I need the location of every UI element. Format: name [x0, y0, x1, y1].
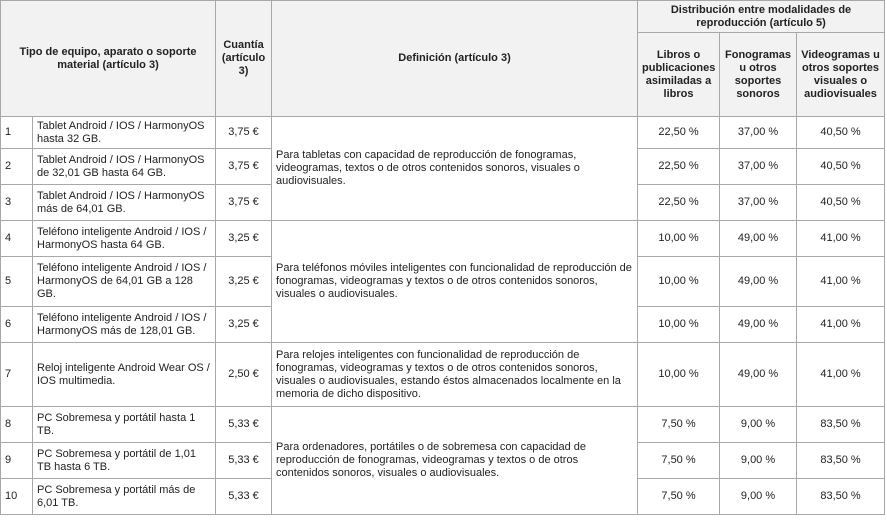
table-row — [1, 117, 885, 149]
row-tipo: Tablet Android / IOS / HarmonyOS de 32,01 GB hasta 64 GB. — [33, 149, 216, 185]
row-cuantia: 5,33 € — [216, 407, 272, 443]
row-number: 5 — [1, 257, 33, 307]
row-cuantia: 3,75 € — [216, 117, 272, 149]
row-tipo: Tablet Android / IOS / HarmonyOS hasta 32 GB. — [33, 117, 216, 149]
row-number: 2 — [1, 149, 33, 185]
table-row — [1, 343, 885, 407]
row-cuantia: 3,25 € — [216, 257, 272, 307]
row-libros: 22,50 % — [638, 185, 720, 221]
row-fonogramas: 49,00 % — [720, 257, 797, 307]
row-videogramas: 41,00 % — [797, 343, 885, 407]
row-videogramas: 83,50 % — [797, 407, 885, 443]
row-fonogramas: 37,00 % — [720, 185, 797, 221]
row-fonogramas: 9,00 % — [720, 407, 797, 443]
row-fonogramas: 49,00 % — [720, 343, 797, 407]
row-fonogramas: 49,00 % — [720, 307, 797, 343]
row-libros: 10,00 % — [638, 221, 720, 257]
row-cuantia: 3,25 € — [216, 307, 272, 343]
table-row — [1, 407, 885, 443]
row-tipo: Teléfono inteligente Android / IOS / HarmonyOS hasta 64 GB. — [33, 221, 216, 257]
row-fonogramas: 49,00 % — [720, 221, 797, 257]
row-tipo: PC Sobremesa y portátil hasta 1 TB. — [33, 407, 216, 443]
header-cuantia: Cuantía (artículo 3) — [216, 1, 272, 117]
row-libros: 10,00 % — [638, 343, 720, 407]
header-row — [1, 1, 885, 33]
header-definicion: Definición (artículo 3) — [272, 1, 638, 117]
row-videogramas: 40,50 % — [797, 185, 885, 221]
row-number: 6 — [1, 307, 33, 343]
row-tipo: Teléfono inteligente Android / IOS / HarmonyOS más de 128,01 GB. — [33, 307, 216, 343]
row-videogramas: 83,50 % — [797, 443, 885, 479]
row-fonogramas: 9,00 % — [720, 443, 797, 479]
table-row — [1, 221, 885, 257]
row-fonogramas: 9,00 % — [720, 479, 797, 515]
header-tipo: Tipo de equipo, aparato o soporte material (artículo 3) — [1, 1, 216, 117]
row-tipo: PC Sobremesa y portátil de 1,01 TB hasta 6 TB. — [33, 443, 216, 479]
row-fonogramas: 37,00 % — [720, 149, 797, 185]
row-videogramas: 40,50 % — [797, 117, 885, 149]
row-number: 9 — [1, 443, 33, 479]
row-libros: 7,50 % — [638, 407, 720, 443]
row-number: 10 — [1, 479, 33, 515]
row-cuantia: 5,33 € — [216, 479, 272, 515]
header-distribucion: Distribución entre modalidades de reproducción (artículo 5) — [638, 1, 885, 33]
row-number: 7 — [1, 343, 33, 407]
definition-tablets: Para tabletas con capacidad de reproducción de fonogramas, videogramas, textos o de otros contenidos sonoros, visuales o audiovisuales. — [272, 117, 638, 221]
row-tipo: Reloj inteligente Android Wear OS / IOS multimedia. — [33, 343, 216, 407]
header-libros: Libros o publicaciones asimiladas a libros — [638, 33, 720, 117]
row-tipo: Tablet Android / IOS / HarmonyOS más de 64,01 GB. — [33, 185, 216, 221]
row-videogramas: 41,00 % — [797, 221, 885, 257]
row-fonogramas: 37,00 % — [720, 117, 797, 149]
row-libros: 10,00 % — [638, 257, 720, 307]
definition-pcs: Para ordenadores, portátiles o de sobremesa con capacidad de reproducción de fonogramas, videogramas y textos o de otros contenidos sonoros, visuales o audiovisuales. — [272, 407, 638, 515]
row-libros: 7,50 % — [638, 479, 720, 515]
row-tipo: PC Sobremesa y portátil más de 6,01 TB. — [33, 479, 216, 515]
row-libros: 7,50 % — [638, 443, 720, 479]
header-videogramas: Videogramas u otros soportes visuales o audiovisuales — [797, 33, 885, 117]
row-number: 8 — [1, 407, 33, 443]
row-videogramas: 40,50 % — [797, 149, 885, 185]
row-cuantia: 2,50 € — [216, 343, 272, 407]
row-libros: 22,50 % — [638, 117, 720, 149]
row-number: 4 — [1, 221, 33, 257]
row-libros: 10,00 % — [638, 307, 720, 343]
row-videogramas: 41,00 % — [797, 257, 885, 307]
definition-watches: Para relojes inteligentes con funcionalidad de reproducción de fonogramas, videogramas y textos o de otros contenidos sonoros, visuales o audiovisuales, estando éstos almacenados localmente en la memoria de dicho dispositivo. — [272, 343, 638, 407]
row-tipo: Teléfono inteligente Android / IOS / HarmonyOS de 64,01 GB a 128 GB. — [33, 257, 216, 307]
row-number: 3 — [1, 185, 33, 221]
row-number: 1 — [1, 117, 33, 149]
definition-phones: Para teléfonos móviles inteligentes con funcionalidad de reproducción de fonogramas, videogramas y textos o de otros contenidos sonoros, visuales o audiovisuales. — [272, 221, 638, 343]
row-cuantia: 3,25 € — [216, 221, 272, 257]
row-cuantia: 5,33 € — [216, 443, 272, 479]
row-videogramas: 41,00 % — [797, 307, 885, 343]
header-fonogramas: Fonogramas u otros soportes sonoros — [720, 33, 797, 117]
row-cuantia: 3,75 € — [216, 149, 272, 185]
row-cuantia: 3,75 € — [216, 185, 272, 221]
row-videogramas: 83,50 % — [797, 479, 885, 515]
row-libros: 22,50 % — [638, 149, 720, 185]
